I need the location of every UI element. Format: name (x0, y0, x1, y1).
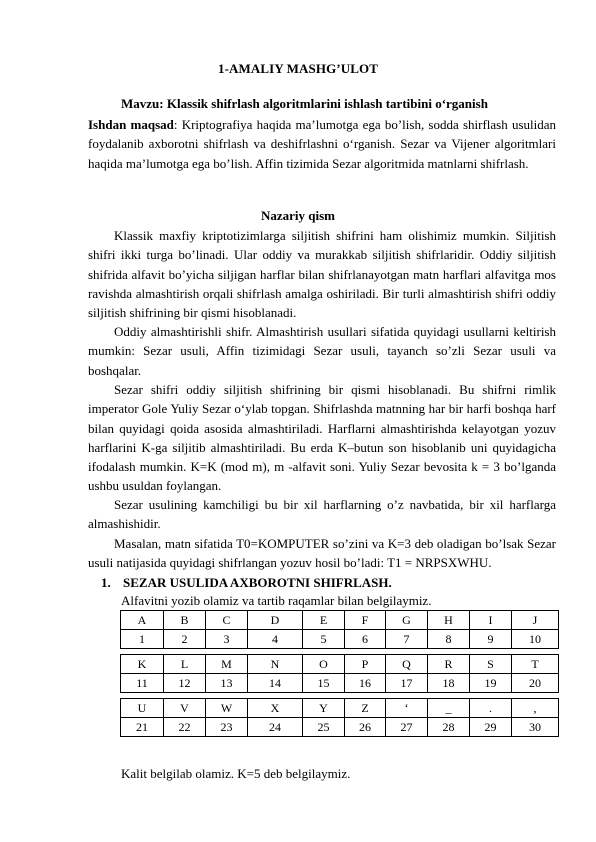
letter-cell: P (345, 655, 386, 674)
number-cell: 18 (428, 674, 470, 693)
letter-cell: X (248, 699, 303, 718)
number-cell: 3 (206, 630, 248, 649)
number-cell: 12 (164, 674, 206, 693)
heading-number: 1. (101, 575, 111, 590)
letter-cell: B (164, 611, 206, 630)
number-cell: 5 (303, 630, 345, 649)
number-cell: 9 (470, 630, 512, 649)
page-title: 1-AMALIY MASHG’ULOT (218, 61, 378, 76)
letter-cell: V (164, 699, 206, 718)
letter-cell: N (248, 655, 303, 674)
letter-cell: U (121, 699, 164, 718)
topic-line: Mavzu: Klassik shifrlash algoritmlarini ishlash tartibini o‘rganish (121, 96, 488, 111)
number-cell: 4 (248, 630, 303, 649)
number-cell: 20 (512, 674, 559, 693)
letter-cell: Q (386, 655, 428, 674)
letter-cell: Y (303, 699, 345, 718)
table-intro: Alfavitni yozib olamiz va tartib raqamlar bilan belgilaymiz. (121, 593, 432, 608)
letter-cell: S (470, 655, 512, 674)
goal-paragraph (88, 115, 556, 173)
letter-cell: I (470, 611, 512, 630)
number-cell: 8 (428, 630, 470, 649)
letter-cell: R (428, 655, 470, 674)
number-cell: 27 (386, 718, 428, 737)
number-cell: 6 (345, 630, 386, 649)
paragraph-4: Sezar usulining kamchiligi bu bir xil harflarning o’z navbatida, bir xil harflarga almashishidir. (88, 497, 556, 532)
letter-row (121, 611, 559, 630)
letter-cell: _ (428, 699, 470, 718)
goal-text: : Kriptografiya haqida ma’lumotga ega bo’lish, sodda shirflash usulidan foydalanib axborotni shifrlash va deshifrlashni o‘rganish. Sezar va Vijener algoritmlari haqida ma’lumotga ega bo’lish. Affin tizimida Sezar algoritmida matnlarni shifrlash. (88, 117, 556, 171)
number-cell: 28 (428, 718, 470, 737)
number-cell: 29 (470, 718, 512, 737)
letter-cell: K (121, 655, 164, 674)
number-cell: 11 (121, 674, 164, 693)
number-row (121, 674, 559, 693)
letter-cell: L (164, 655, 206, 674)
number-cell: 22 (164, 718, 206, 737)
letter-cell: D (248, 611, 303, 630)
number-cell: 16 (345, 674, 386, 693)
letter-cell: M (206, 655, 248, 674)
number-cell: 2 (164, 630, 206, 649)
number-cell: 30 (512, 718, 559, 737)
number-cell: 15 (303, 674, 345, 693)
letter-cell: J (512, 611, 559, 630)
letter-row (121, 699, 559, 718)
number-cell: 17 (386, 674, 428, 693)
number-cell: 23 (206, 718, 248, 737)
number-cell: 24 (248, 718, 303, 737)
number-cell: 26 (345, 718, 386, 737)
heading-text: SEZAR USULIDA AXBOROTNI SHIFRLASH. (123, 575, 392, 590)
letter-cell: . (470, 699, 512, 718)
number-cell: 19 (470, 674, 512, 693)
paragraph-2: Oddiy almashtirishli shifr. Almashtirish usullari sifatida quyidagi usullarni keltirish mumkin: Sezar usuli, Affin tizimidagi Sezar usuli, tayanch so’zli Sezar usuli va boshqalar. (88, 324, 556, 378)
number-row (121, 718, 559, 737)
letter-cell: C (206, 611, 248, 630)
letter-cell: E (303, 611, 345, 630)
letter-cell: F (345, 611, 386, 630)
letter-cell: O (303, 655, 345, 674)
paragraph-1: Klassik maxfiy kriptotizimlarga siljitish shifrini ham olishimiz mumkin. Siljitish shifri ikki turga bo’linadi. Ular oddiy va murakkab siljitish shifrlaridir. Oddiy siljitish shifrida alfavit bo’yicha siljigan harflar bilan shifrlanayotgan matn harflari alfavitga mos ravishda almashtirish orqali shifrlash amalga oshiriladi. Bir turli almashtirish shifri oddiy siljitish shifrining bir qismi hisoblanadi. (88, 228, 556, 321)
letter-cell: A (121, 611, 164, 630)
letter-cell: Z (345, 699, 386, 718)
letter-cell: H (428, 611, 470, 630)
alphabet-table (120, 610, 559, 737)
paragraph-3: Sezar shifri oddiy siljitish shifrining bir qismi hisoblanadi. Bu shifrni rimlik imperator Gole Yuliy Sezar o‘ylab topgan. Shifrlashda matnning har bir harfi boshqa harf bilan quyidagi qoida asosida almashtiriladi. Harflarni almashtirishda kelayotgan yozuv harflarini K-ga siljitib almashtiriladi. Bu erda K–butun son hisoblanib uni quyidagicha ifodalash mumkin. K=K (mod m), m -alfavit soni. Yuliy Sezar bevosita k = 3 bo’lganda ushbu usuldan foylangan. (88, 382, 556, 494)
letter-cell: T (512, 655, 559, 674)
number-cell: 21 (121, 718, 164, 737)
letter-cell: , (512, 699, 559, 718)
letter-cell: G (386, 611, 428, 630)
key-line: Kalit belgilab olamiz. K=5 deb belgilaymiz. (121, 766, 351, 781)
goal-label: Ishdan maqsad (88, 117, 174, 132)
letter-cell: W (206, 699, 248, 718)
number-cell: 1 (121, 630, 164, 649)
paragraph-5: Masalan, matn sifatida T0=KOMPUTER so’zini va K=3 deb oladigan bo’lsak Sezar usuli natijasida quyidagi shifrlangan yozuv hosil bo’ladi: T1 = NRPSXWHU. (88, 536, 556, 571)
number-cell: 25 (303, 718, 345, 737)
letter-row (121, 655, 559, 674)
number-row (121, 630, 559, 649)
letter-cell: ‘ (386, 699, 428, 718)
section-title: Nazariy qism (260, 208, 336, 223)
section-heading (101, 575, 392, 591)
number-cell: 7 (386, 630, 428, 649)
number-cell: 10 (512, 630, 559, 649)
number-cell: 13 (206, 674, 248, 693)
number-cell: 14 (248, 674, 303, 693)
